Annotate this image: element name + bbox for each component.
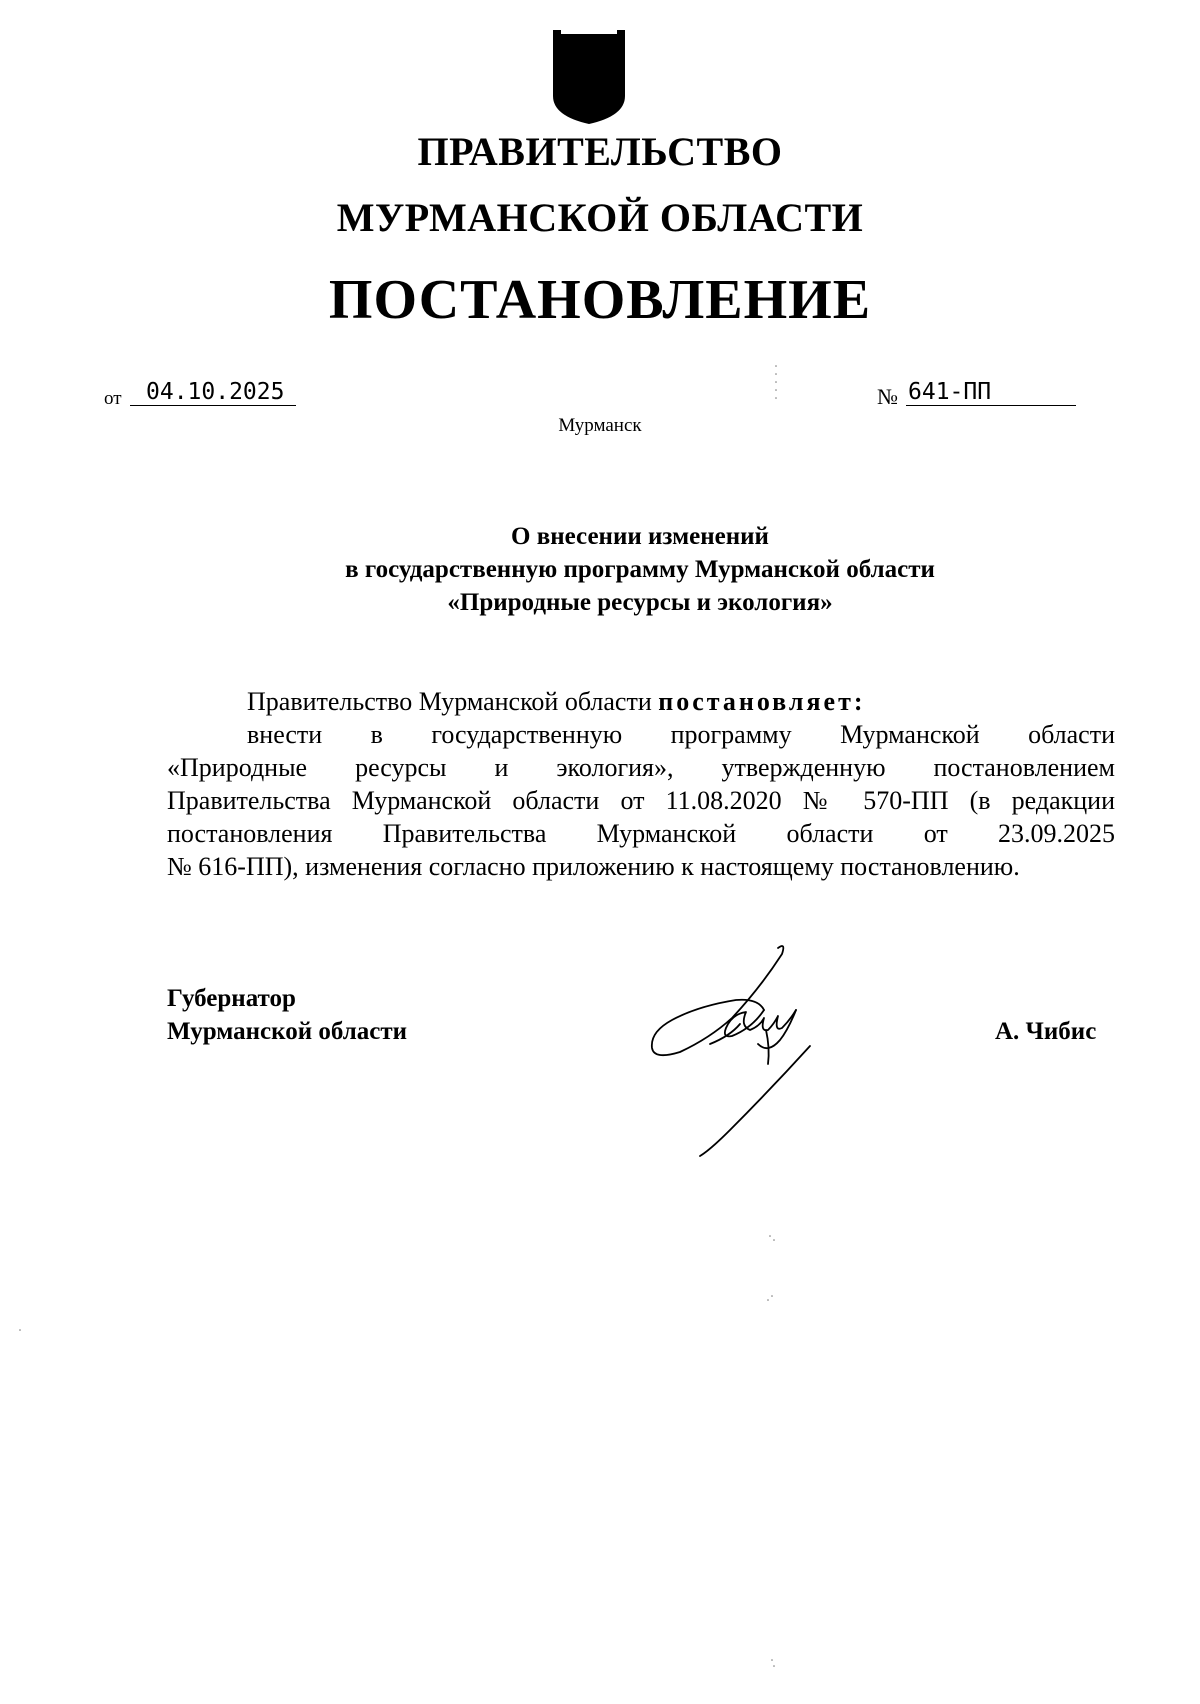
date-prefix: от bbox=[104, 388, 122, 409]
title-line-1: О внесении изменений bbox=[511, 523, 769, 550]
position-line-1: Губернатор bbox=[167, 985, 296, 1012]
handwritten-signature-icon bbox=[640, 940, 860, 1160]
document-type-title: ПОСТАНОВЛЕНИЕ bbox=[328, 269, 872, 331]
paragraph-line: постановления Правительства Мурманской области от 23.09.2025 bbox=[167, 819, 1115, 848]
government-name-line1: ПРАВИТЕЛЬСТВО bbox=[417, 129, 783, 174]
intro-emphasis: постановляет: bbox=[658, 687, 866, 716]
resolution-intro bbox=[167, 685, 1115, 718]
number-prefix: № bbox=[877, 384, 898, 409]
city-name: Мурманск bbox=[558, 415, 642, 436]
signatory-name: А. Чибис bbox=[995, 1018, 1097, 1045]
signatory-position bbox=[167, 982, 407, 1048]
government-name-line2: МУРМАНСКОЙ ОБЛАСТИ bbox=[336, 195, 864, 240]
document-title bbox=[180, 520, 1100, 619]
resolution-paragraph bbox=[167, 718, 1115, 883]
paragraph-line: внести в государственную программу Мурманской области bbox=[247, 720, 1115, 749]
paragraph-line: «Природные ресурсы и экология», утвержденную постановлением bbox=[167, 753, 1115, 782]
intro-text: Правительство Мурманской области bbox=[247, 687, 659, 716]
document-date: 04.10.2025 bbox=[130, 378, 296, 406]
title-line-3: «Природные ресурсы и экология» bbox=[447, 589, 833, 616]
document-body bbox=[167, 685, 1115, 883]
position-line-2: Мурманской области bbox=[167, 1018, 408, 1045]
document-number: 641-ПП bbox=[906, 378, 1076, 406]
paragraph-line: Правительства Мурманской области от 11.08.2020 № 570-ПП (в редакции bbox=[167, 786, 1115, 815]
coat-of-arms-icon bbox=[549, 30, 629, 126]
title-line-2: в государственную программу Мурманской области bbox=[345, 556, 935, 583]
paragraph-line: № 616-ПП), изменения согласно приложению к настоящему постановлению. bbox=[167, 852, 1020, 881]
